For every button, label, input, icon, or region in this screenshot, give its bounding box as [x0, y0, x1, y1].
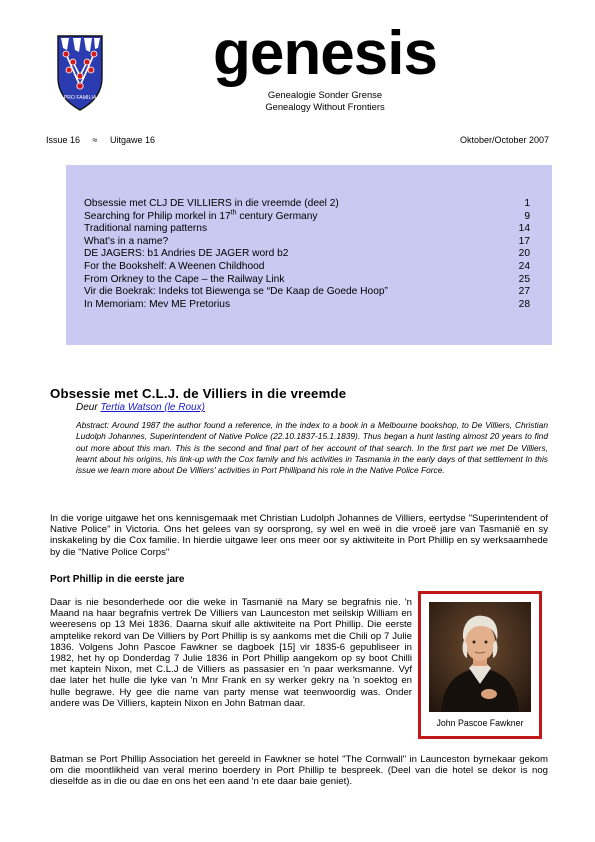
toc-item-title: From Orkney to the Cape – the Railway Link — [84, 273, 285, 285]
toc-item-page: 17 — [518, 235, 530, 247]
toc-item-page: 24 — [518, 260, 530, 272]
issue-number — [46, 135, 165, 145]
genesis-logo-shield — [55, 32, 105, 114]
author-link[interactable]: Tertia Watson (le Roux) — [100, 402, 205, 413]
section-heading: Port Phillip in die eerste jare — [50, 574, 185, 585]
byline — [76, 402, 205, 413]
toc-item[interactable] — [84, 248, 530, 261]
portrait-image — [429, 602, 531, 712]
toc-item-title: DE JAGERS: b1 Andries DE JAGER word b2 — [84, 248, 289, 260]
toc-item-title: Obsessie met CLJ DE VILLIERS in die vreemde (deel 2) — [84, 198, 339, 209]
paragraph: In die vorige uitgawe het ons kennisgemaak met Christian Ludolph Johannes de Villiers, eertydse "Superintendent of Native Police" in Victoria. Ons het gelees van sy oorsprong, sy wel en weë in die vroeë jare van Tasmanië en sy inskakeling by die Cox familie. In hierdie uitgawe leer ons meer oor sy aktiwiteite in Port Phillip en sy werksaamhede by die "Native Police Corps" — [50, 513, 548, 558]
portrait-caption: John Pascoe Fawkner — [436, 718, 524, 728]
toc-item[interactable] — [84, 274, 530, 287]
toc-item-page: 9 — [524, 210, 530, 222]
toc-item[interactable] — [84, 223, 530, 236]
issue-date: Oktober/October 2007 — [459, 135, 549, 145]
toc-item-page: 1 — [524, 198, 530, 209]
toc-item-title: For the Bookshelf: A Weenen Childhood — [84, 260, 265, 272]
toc-item-page: 27 — [518, 286, 530, 298]
article-title: Obsessie met C.L.J. de Villiers in die vreemde — [50, 386, 347, 401]
toc-item[interactable] — [84, 236, 530, 249]
toc-item[interactable] — [84, 198, 530, 211]
issue-af: Uitgawe 16 — [110, 135, 156, 145]
toc-item[interactable] — [84, 286, 530, 299]
toc-item-title: In Memoriam: Mev ME Pretorius — [84, 298, 231, 310]
portrait-photo — [429, 602, 531, 712]
portrait-figure — [418, 591, 542, 739]
masthead-title-text: genesis — [213, 19, 437, 88]
subtitle-english: Genealogy Without Frontiers — [265, 101, 385, 112]
toc-item-title: Vir die Boekrak: Indeks tot Biewenga se “De Kaap de Goede Hoop” — [84, 286, 388, 298]
logo-motto: PRO FAMILIA — [63, 95, 97, 101]
table-of-contents — [66, 165, 552, 345]
byline-prefix: Deur — [76, 402, 101, 413]
toc-item[interactable] — [84, 299, 530, 312]
paragraph: Batman se Port Phillip Association het gereeld in Fawkner se hotel "The Cornwall" in Launceston byrnekaar gekom om die moontlikheid van veral merino boerdery in Port Phillip te bespreek. (Deel van die hotel se dekor is nog dieselfde as in die ou dae en ons het een aand 'n ete daar baie geniet). — [50, 754, 548, 788]
article-abstract: Abstract: Around 1987 the author found a reference, in the index to a book in a Melbourne bookshop, to De Villiers, Christian Ludolph Johannes, Superintendent of Native Police (22.10.1837-15.1.1839). Thus began a hunt lasting almost 20 years to find out more about this man. This is the second and final part of her account of that search. In the first part we met De Villiers, learnt about his origins, his link-up with the Cox family and his activities in Tasmania in the early days of that settlement In this issue we learn more about De Villiers' activities in Port Phillipand his role in the Native Police Force. — [76, 420, 548, 476]
issue-separator: ≈ — [92, 135, 98, 145]
issue-en: Issue 16 — [46, 135, 81, 145]
toc-item[interactable] — [84, 261, 530, 274]
toc-item-title: What’s in a name? — [84, 235, 169, 247]
toc-item-page: 25 — [518, 273, 530, 285]
toc-item-page: 20 — [518, 248, 530, 260]
toc-item-page: 28 — [518, 298, 530, 310]
toc-item-title: Searching for Philip morkel in 17th century Germany — [84, 209, 318, 222]
masthead-title — [200, 18, 450, 98]
subtitle-afrikaans: Genealogie Sonder Grense — [267, 89, 383, 100]
toc-item-title: Traditional naming patterns — [84, 223, 208, 235]
toc-list — [84, 198, 530, 311]
paragraph: Daar is nie besonderhede oor die weke in Tasmanië na Mary se begrafnis nie. 'n Maand na haar begrafnis vertrek De Villiers van Launceston met seilskip William en weeresens op 13 Mei 1836. Daarna skuif alle aktiwiteite na Port Phillip. Die eerste amptelike rekord van De Villiers by Port Phillip is sy aankoms met die Chili op 7 Julie 1836. Volgens John Pascoe Fawkner se dagboek [15] vir 1835-6 gepubliseer in 1982, het hy op Donderdag 7 Julie 1836 in Port Phillip aangekom op sy boot Chilli met kaptein Nixon, met C.L.J de Villiers as passasier en 'n paar werksmanne. Vyf dae later het hulle die lyke van 'n Mnr Frank en sy werker gekry na 'n soektog en hulle begrawe. Hy gee die name van party mense wat teenwoordig was. Onder andere was De Villiers, kaptein Nixon en John Batman daar. — [50, 597, 412, 709]
toc-item[interactable] — [84, 211, 530, 224]
toc-item-page: 14 — [518, 223, 530, 235]
